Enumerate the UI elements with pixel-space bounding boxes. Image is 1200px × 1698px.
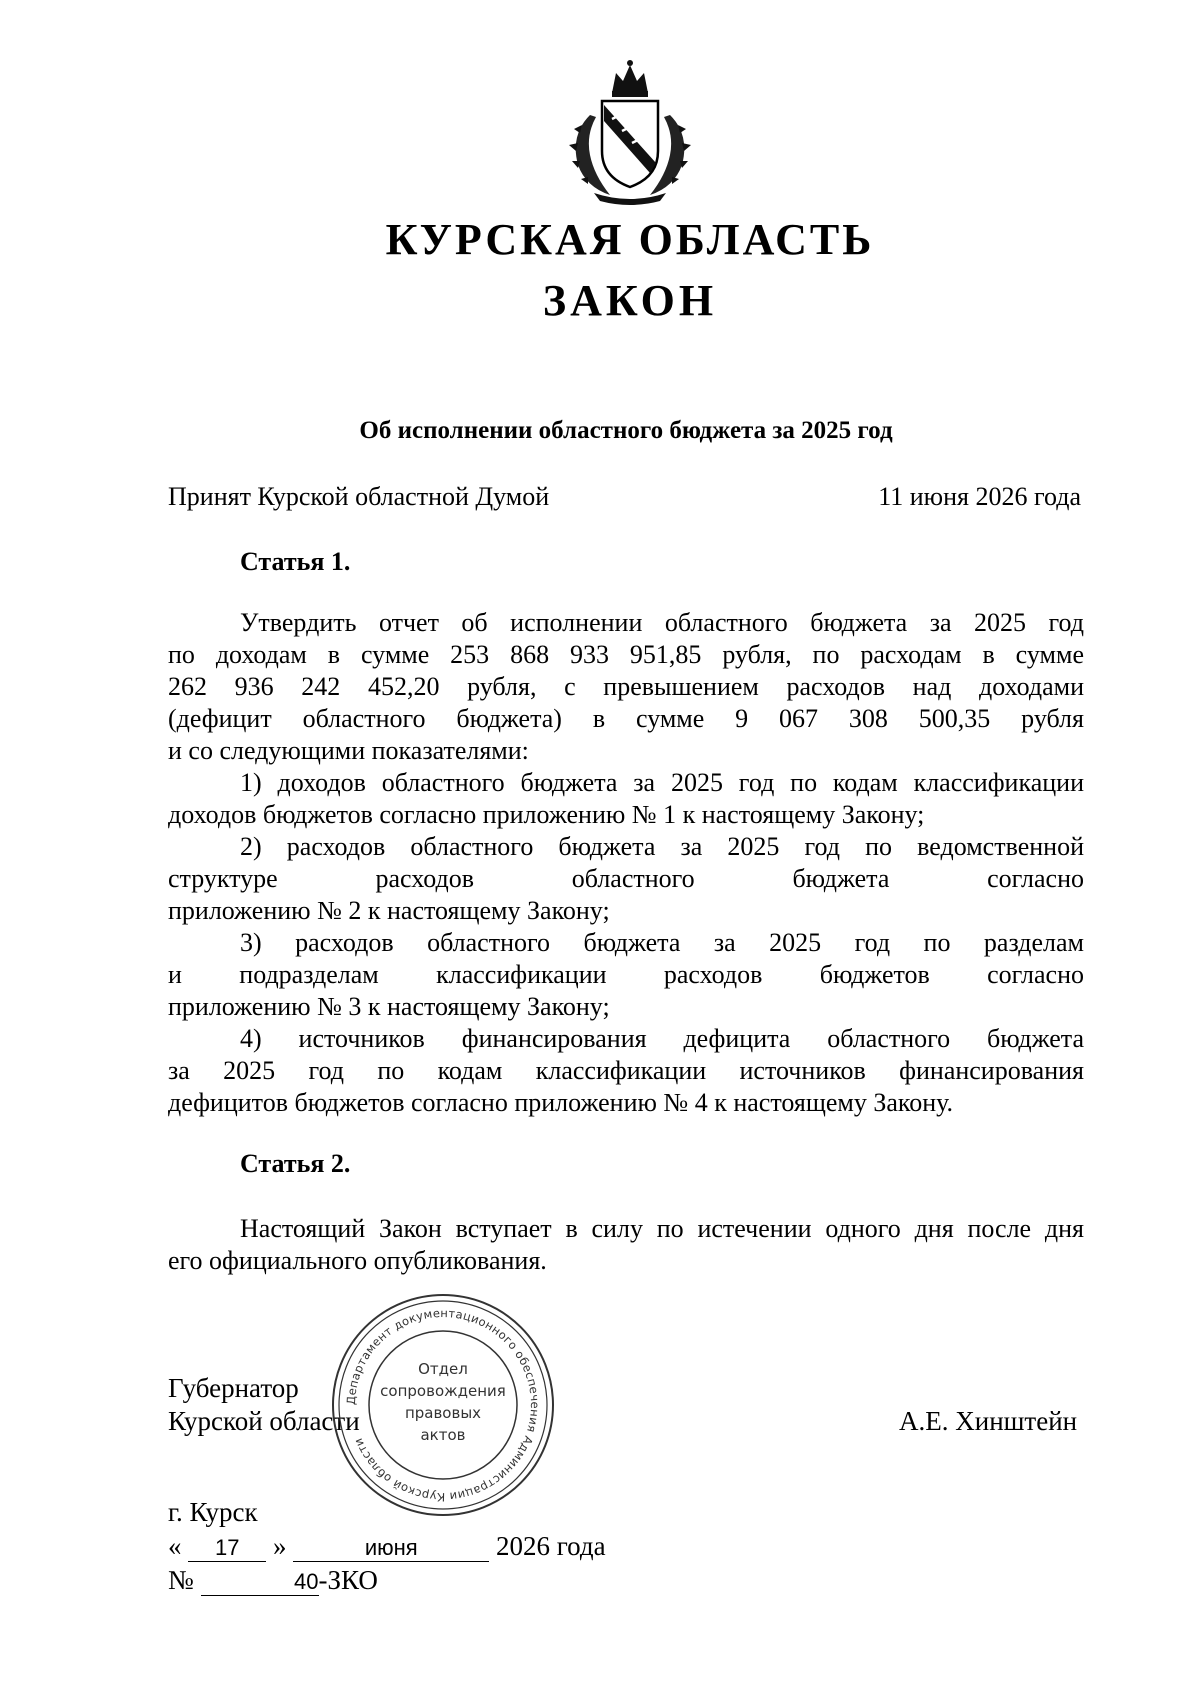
place-of-signing: г. Курск xyxy=(168,1497,258,1527)
adoption-date: 11 июня 2026 года xyxy=(878,482,1081,511)
text-line: 1) доходов областного бюджета за 2025 год по кодам классификации xyxy=(240,768,1084,797)
text-line: 4) источников финансирования дефицита областного бюджета xyxy=(240,1024,1084,1053)
close-quote: » xyxy=(273,1531,287,1561)
text-line: и подразделам классификации расходов бюджетов согласно xyxy=(168,960,1084,989)
date-year: 2026 года xyxy=(496,1531,606,1561)
text-line: приложению № 3 к настоящему Закону; xyxy=(168,992,610,1021)
official-stamp xyxy=(328,1290,558,1520)
article-2-text xyxy=(168,1213,1084,1277)
text-line: Утвердить отчет об исполнении областного бюджета за 2025 год xyxy=(240,608,1084,637)
law-number-suffix: -ЗКО xyxy=(318,1565,378,1595)
article-1-intro xyxy=(168,607,1084,767)
text-line: 262 936 242 452,20 рубля, с превышением расходов над доходами xyxy=(168,672,1084,701)
article-1-item-1 xyxy=(168,767,1084,831)
adoption-line xyxy=(168,480,1081,514)
text-line: структуре расходов областного бюджета согласно xyxy=(168,864,1084,893)
region-title: КУРСКАЯ ОБЛАСТЬ xyxy=(385,215,875,264)
article-1-item-4 xyxy=(168,1023,1084,1119)
document-type: ЗАКОН xyxy=(542,276,718,325)
coat-of-arms-emblem xyxy=(560,55,700,205)
text-line: дефицитов бюджетов согласно приложению № 4 к настоящему Закону. xyxy=(168,1088,954,1117)
law-number-value: 40 xyxy=(201,1569,319,1596)
date-month: июня xyxy=(293,1535,489,1562)
signing-date xyxy=(168,1530,606,1563)
article-2-heading: Статья 2. xyxy=(240,1149,351,1178)
article-1-item-2 xyxy=(168,831,1084,927)
text-line: и со следующими показателями: xyxy=(168,736,529,765)
open-quote: « xyxy=(168,1531,182,1561)
text-line: 2) расходов областного бюджета за 2025 год по ведомственной xyxy=(240,832,1084,861)
signatory-position-line-1: Губернатор xyxy=(168,1373,299,1403)
law-title: Об исполнении областного бюджета за 2025 год xyxy=(359,417,893,444)
number-sign: № xyxy=(168,1565,194,1595)
text-line: его официального опубликования. xyxy=(168,1246,547,1275)
law-number xyxy=(168,1564,378,1597)
text-line: приложению № 2 к настоящему Закону; xyxy=(168,896,610,925)
svg-text:Отдел: Отдел xyxy=(418,1360,468,1378)
svg-text:сопровождения: сопровождения xyxy=(380,1382,506,1400)
signatory-name: А.Е. Хинштейн xyxy=(899,1406,1078,1436)
date-day: 17 xyxy=(188,1535,266,1562)
article-1-heading: Статья 1. xyxy=(240,547,351,576)
signatory-position-line-2: Курской области xyxy=(168,1406,360,1436)
article-1-item-3 xyxy=(168,927,1084,1023)
text-line: Настоящий Закон вступает в силу по истечении одного дня после дня xyxy=(240,1214,1084,1243)
svg-text:правовых: правовых xyxy=(404,1404,482,1422)
text-line: 3) расходов областного бюджета за 2025 год по разделам xyxy=(240,928,1084,957)
text-line: за 2025 год по кодам классификации источников финансирования xyxy=(168,1056,1084,1085)
text-line: доходов бюджетов согласно приложению № 1 к настоящему Закону; xyxy=(168,800,925,829)
svg-text:актов: актов xyxy=(420,1426,466,1444)
svg-text:Департамент документационного: Департамент документационного обеспечения Администрации Курской области xyxy=(343,1305,543,1505)
adopted-by: Принят Курской областной Думой xyxy=(168,482,550,511)
text-line: (дефицит областного бюджета) в сумме 9 067 308 500,35 рубля xyxy=(168,704,1084,733)
text-line: по доходам в сумме 253 868 933 951,85 рубля, по расходам в сумме xyxy=(168,640,1084,669)
